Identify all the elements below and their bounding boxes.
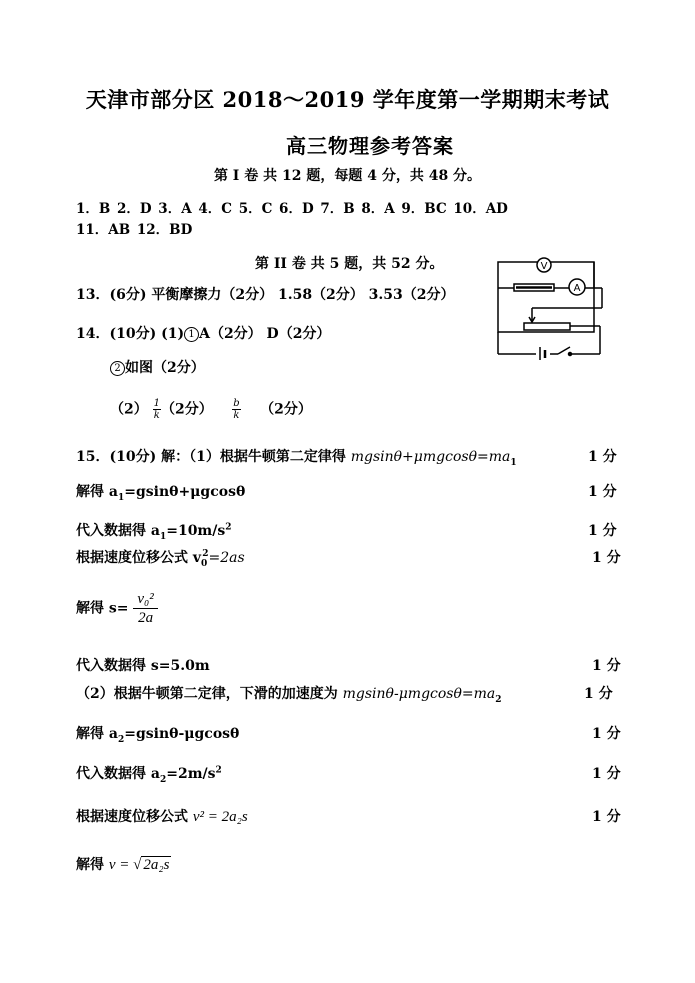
q14-part1-answer: 14．(10分) (1) 1 A（2分） D（2分）	[76, 326, 331, 342]
mc-answers-row2: 11．AB 12．BD	[76, 222, 193, 238]
score-line8: 1 分	[592, 726, 621, 742]
voltmeter-label: V	[540, 261, 548, 272]
rheostat-icon	[524, 323, 570, 330]
part1-heading: 第 I 卷 共 12 题，每题 4 分，共 48 分。	[213, 168, 482, 184]
score-line1: 1 分	[588, 449, 617, 465]
fraction-v0sq-over-2a: $\frac{\text{v₀²}}{2a}$	[133, 590, 157, 627]
score-line7: 1 分	[584, 686, 613, 702]
document-title: 天津市部分区 2018～2019 学年度第一学期期末考试	[85, 87, 610, 112]
mc-answers-row1: 1．B 2．D 3．A 4．C 5．C 6．D 7．B 8．A 9．BC 10．AD	[76, 201, 508, 217]
circled-number-2: 2	[110, 361, 125, 376]
q15-line2: 解得 $a_1=gsin\theta+\mu gcos\theta$	[76, 484, 246, 503]
q15-line4: 根据速度位移公式 $v_0^2=2as$	[76, 549, 245, 569]
score-line10: 1 分	[592, 809, 621, 825]
q15-line7: （2）根据牛顿第二定律，下滑的加速度为 mgsinθ-$\mu mgcos\theta=ma_2$	[76, 686, 502, 705]
q15-line3: 代入数据得 $a_1=10m/s^2$	[76, 522, 232, 542]
q15-line5: 解得 s= $\frac{\text{v₀²}}{2a}$	[76, 590, 158, 627]
circuit-outer-wire	[498, 262, 594, 332]
fraction-1-over-k: $\frac{1}{k}$	[153, 398, 160, 421]
score-line4: 1 分	[592, 550, 621, 566]
ammeter-label: A	[573, 283, 581, 294]
q15-line6: 代入数据得 s=5.0m	[76, 658, 210, 674]
q15-line9: 代入数据得 $a_2=2m/s^2$	[76, 765, 222, 785]
q15-line11: 解得 v = √ 2a₂s	[76, 857, 170, 873]
circled-number-1: 1	[184, 327, 199, 342]
q15-line10: 根据速度位移公式 v² = 2a₂s	[76, 809, 248, 825]
score-line2: 1 分	[588, 484, 617, 500]
sqrt-formula: v = √ 2a₂s	[108, 857, 170, 873]
q15-line8: 解得 $a_2=gsin\theta$-μgcosθ	[76, 726, 240, 745]
q14-part1b-answer: 2 如图（2分）	[110, 357, 205, 377]
q15-line1: 15．(10分) 解：（1）根据牛顿第二定律得 $mgsin\theta+\mu mgcos\theta=ma_1$	[76, 449, 517, 468]
q13-answer: 13．(6分) 平衡摩擦力（2分） 1.58（2分） 3.53（2分）	[76, 287, 455, 303]
score-line9: 1 分	[592, 766, 621, 782]
part2-heading: 第 II 卷 共 5 题，共 52 分。	[255, 256, 444, 272]
score-line6: 1 分	[592, 658, 621, 674]
document-subtitle: 高三物理参考答案	[286, 134, 454, 158]
score-line3: 1 分	[588, 523, 617, 539]
fraction-b-over-k: $\frac{b}{k}$	[233, 398, 240, 421]
q14-part2-answer: （2） $\frac{1}{k}$ （2分） $\frac{b}{k}$ （2分）	[110, 398, 312, 421]
circuit-diagram	[490, 252, 610, 360]
